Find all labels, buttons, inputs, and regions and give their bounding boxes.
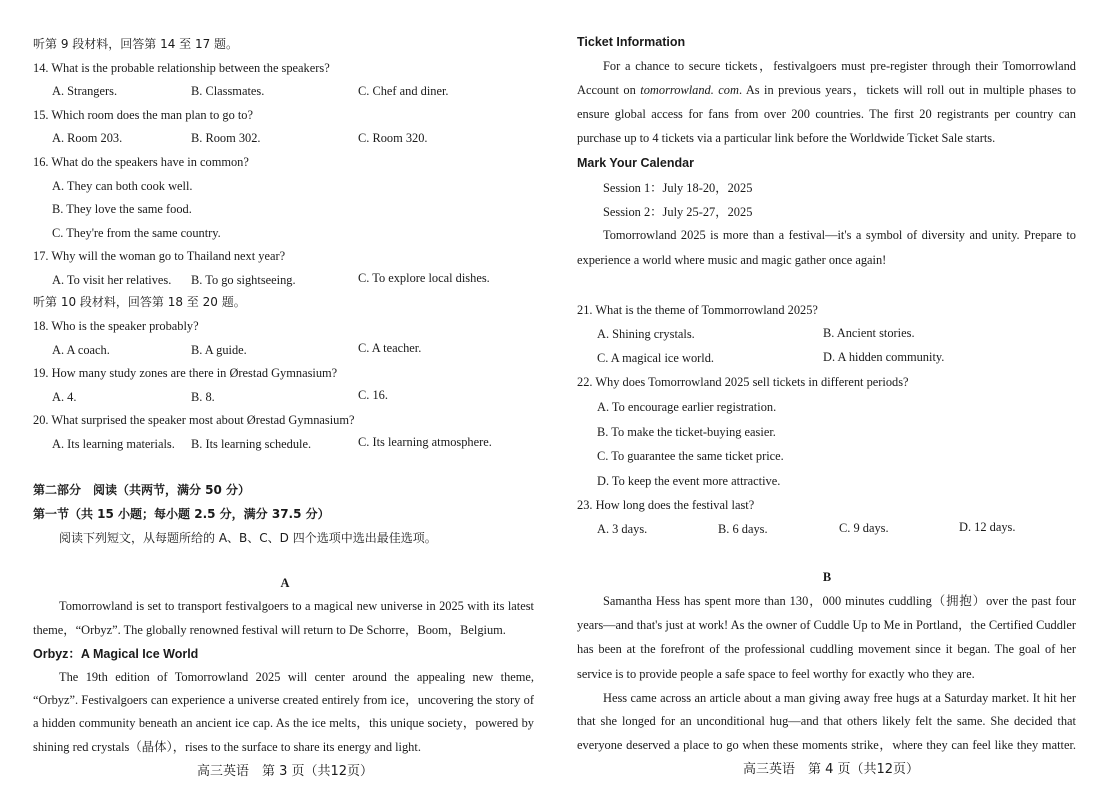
- closing-text: Tomorrowland 2025 is more than a festival—it's a symbol of diversity and unity. Prepare to: [603, 228, 1076, 242]
- option-18b: B. A guide.: [191, 343, 247, 357]
- option-21c: C. A magical ice world.: [597, 351, 714, 365]
- option-22c: C. To guarantee the same ticket price.: [597, 449, 784, 463]
- section-10-header: 听第 10 段材料，回答第 18 至 20 题。: [33, 295, 246, 309]
- option-16b: B. They love the same food.: [52, 202, 192, 216]
- question-22: 22. Why does Tomorrowland 2025 sell tickets in different periods?: [577, 375, 909, 389]
- question-21: 21. What is the theme of Tommorrowland 2025?: [577, 303, 818, 317]
- passage-a-label: A: [280, 576, 290, 590]
- section1-title: 第一节（共 15 小题；每小题 2.5 分，满分 37.5 分）: [33, 507, 330, 521]
- session-2: Session 2：July 25-27，2025: [603, 205, 753, 219]
- website-link: tomorrowland. com: [640, 83, 739, 97]
- option-22b: B. To make the ticket-buying easier.: [597, 425, 776, 439]
- ticket-info-text: . As in previous years，tickets will roll out in multiple phases to: [738, 83, 1077, 97]
- question-18: 18. Who is the speaker probably?: [33, 319, 199, 333]
- option-16c: C. They're from the same country.: [52, 226, 221, 240]
- option-22a: A. To encourage earlier registration.: [597, 400, 777, 414]
- closing-text: experience a world where music and magic gather once again!: [577, 253, 887, 267]
- passage-b-text: that she longed for an unconditional hug—and that others likely felt the same. She decided that: [577, 714, 1076, 728]
- passage-b-text: service is to provide people a safe space to feel worthy for exactly who they are.: [577, 667, 975, 681]
- option-14c: C. Chef and diner.: [358, 84, 449, 98]
- reading-instruction: 阅读下列短文，从每题所给的 A、B、C、D 四个选项中选出最佳选项。: [59, 531, 437, 545]
- passage-a-text: a hidden community beneath an ancient ice cap. As the ice melts，this unique society，powered by: [33, 716, 534, 730]
- option-19c: C. 16.: [358, 388, 388, 402]
- ticket-info-text: ensure global access for fans from over 200 countries. The first 20 registrants per country can: [577, 107, 1076, 121]
- option-17b: B. To go sightseeing.: [191, 273, 296, 287]
- question-19: 19. How many study zones are there in Ørestad Gymnasium?: [33, 366, 338, 380]
- session-1: Session 1：July 18-20，2025: [603, 181, 753, 195]
- question-17: 17. Why will the woman go to Thailand next year?: [33, 249, 286, 263]
- option-21d: D. A hidden community.: [823, 350, 945, 364]
- question-23: 23. How long does the festival last?: [577, 498, 755, 512]
- calendar-heading: Mark Your Calendar: [577, 156, 694, 170]
- passage-a-text: Tomorrowland is set to transport festivalgoers to a magical new universe in 2025 with its latest: [59, 599, 534, 613]
- question-15: 15. Which room does the man plan to go to?: [33, 108, 254, 122]
- option-16a: A. They can both cook well.: [52, 179, 193, 193]
- passage-a-text: “Orbyz”. Festivalgoers can experience a universe created entirely from ice，uncovering the story of: [33, 693, 534, 707]
- passage-b-text: Samantha Hess has spent more than 130，000 minutes cuddling（拥抱）over the past four: [603, 594, 1076, 608]
- ticket-info-heading: Ticket Information: [577, 35, 686, 49]
- option-18a: A. A coach.: [52, 343, 110, 357]
- question-20: 20. What surprised the speaker most about Ørestad Gymnasium?: [33, 413, 355, 427]
- option-14b: B. Classmates.: [191, 84, 265, 98]
- option-15b: B. Room 302.: [191, 131, 261, 145]
- option-15c: C. Room 320.: [358, 131, 428, 145]
- option-21b: B. Ancient stories.: [823, 326, 915, 340]
- passage-a-text: theme，“Orbyz”. The globally renowned festival will return to De Schorre，Boom，Belgium.: [33, 623, 506, 637]
- option-20a: A. Its learning materials.: [52, 437, 175, 451]
- passage-b-text: Hess came across an article about a man giving away free hugs at a Saturday market. It hit her: [603, 691, 1076, 705]
- question-16: 16. What do the speakers have in common?: [33, 155, 249, 169]
- option-23a: A. 3 days.: [597, 522, 648, 536]
- passage-a-text: shining red crystals（晶体），rises to the surface to share its energy and light.: [33, 740, 421, 754]
- passage-b-text: everyone deserved a place to go when these moments strike，where they can feel like they matter.: [577, 738, 1076, 752]
- option-19a: A. 4.: [52, 390, 77, 404]
- section-9-header: 听第 9 段材料，回答第 14 至 17 题。: [33, 37, 239, 51]
- option-17c: C. To explore local dishes.: [358, 271, 490, 285]
- option-21a: A. Shining crystals.: [597, 327, 695, 341]
- option-17a: A. To visit her relatives.: [52, 273, 172, 287]
- part2-title: 第二部分 阅读（共两节，满分 50 分）: [33, 483, 251, 497]
- ticket-info-text: For a chance to secure tickets，festivalgoers must pre-register through their Tomorrowland: [603, 59, 1076, 73]
- option-18c: C. A teacher.: [358, 341, 422, 355]
- option-22d: D. To keep the event more attractive.: [597, 474, 781, 488]
- orbyz-heading: Orbyz：A Magical Ice World: [33, 647, 199, 661]
- option-15a: A. Room 203.: [52, 131, 123, 145]
- passage-b-label: B: [822, 570, 832, 584]
- ticket-info-text: Account on: [577, 83, 641, 97]
- option-23d: D. 12 days.: [959, 520, 1016, 534]
- option-20c: C. Its learning atmosphere.: [358, 435, 492, 449]
- option-23b: B. 6 days.: [718, 522, 768, 536]
- question-14: 14. What is the probable relationship between the speakers?: [33, 61, 330, 75]
- option-20b: B. Its learning schedule.: [191, 437, 312, 451]
- right-page: [556, 0, 1112, 800]
- page-footer: 高三英语 第 4 页（共12页）: [742, 762, 920, 777]
- option-23c: C. 9 days.: [839, 521, 889, 535]
- ticket-info-text: [577, 82, 1076, 98]
- passage-b-text: years—and that's just at work! As the owner of Cuddle Up to Me in Portland，the Certified Cuddler: [577, 618, 1076, 632]
- page-footer: 高三英语 第 3 页（共12页）: [196, 764, 374, 779]
- option-19b: B. 8.: [191, 390, 215, 404]
- ticket-info-text: purchase up to 4 tickets via a particular link before the Worldwide Ticket Sale starts.: [577, 131, 996, 145]
- option-14a: A. Strangers.: [52, 84, 118, 98]
- passage-b-text: has been at the forefront of the professional cuddling movement since it began. The goal of her: [577, 642, 1076, 656]
- passage-a-text: The 19th edition of Tomorrowland 2025 will center around the appealing new theme,: [59, 670, 534, 684]
